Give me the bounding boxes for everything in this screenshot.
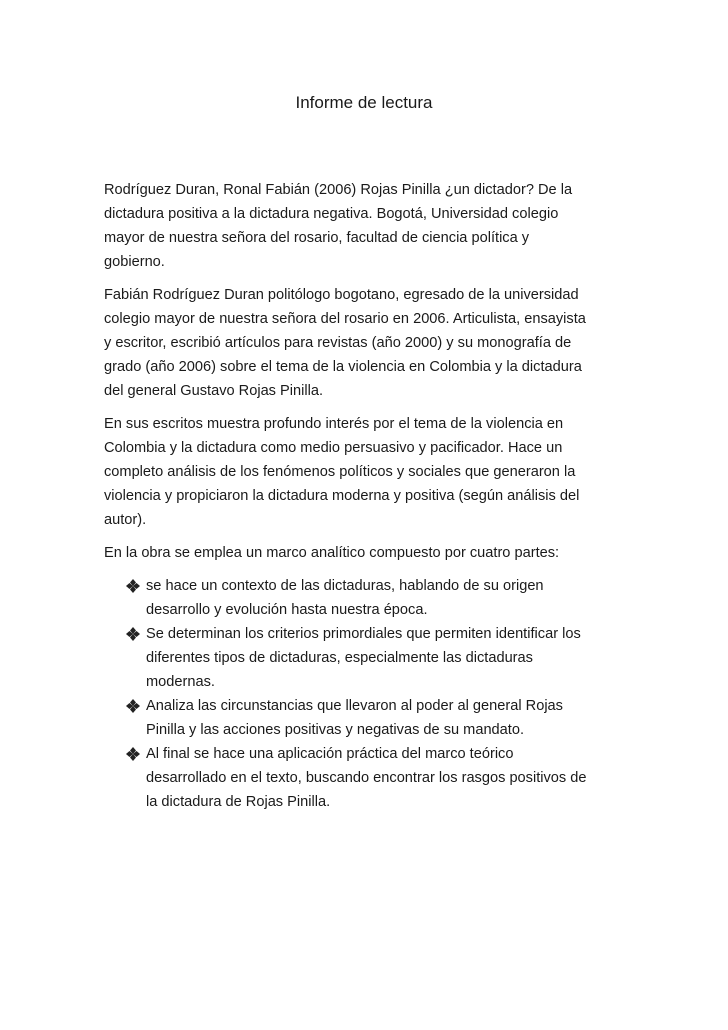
text-line: la dictadura de Rojas Pinilla. bbox=[146, 794, 331, 810]
text-line: mayor de nuestra señora del rosario, facultad de ciencia política y bbox=[104, 230, 530, 246]
paragraph-framework-intro bbox=[104, 541, 634, 565]
document-title: Informe de lectura bbox=[295, 93, 433, 112]
list-item bbox=[104, 622, 634, 694]
text-line: En sus escritos muestra profundo interés por el tema de la violencia en bbox=[104, 416, 564, 432]
list-item bbox=[104, 742, 634, 814]
text-line: dictadura positiva a la dictadura negativa. Bogotá, Universidad colegio bbox=[104, 206, 559, 222]
text-line: En la obra se emplea un marco analítico compuesto por cuatro partes: bbox=[104, 545, 560, 561]
diamond-bullet-icon bbox=[126, 699, 140, 713]
text-line: violencia y propiciaron la dictadura moderna y positiva (según análisis del bbox=[104, 488, 580, 504]
text-line: completo análisis de los fenómenos políticos y sociales que generaron la bbox=[104, 464, 576, 480]
paragraph-citation bbox=[104, 178, 634, 274]
text-line: Colombia y la dictadura como medio persuasivo y pacificador. Hace un bbox=[104, 440, 563, 456]
text-line: Fabián Rodríguez Duran politólogo bogotano, egresado de la universidad bbox=[104, 287, 579, 303]
text-line: Rodríguez Duran, Ronal Fabián (2006) Rojas Pinilla ¿un dictador? De la bbox=[104, 182, 573, 198]
text-line: Analiza las circunstancias que llevaron al poder al general Rojas bbox=[146, 698, 563, 714]
text-line: modernas. bbox=[146, 674, 215, 690]
list-item bbox=[104, 574, 634, 622]
text-line: Pinilla y las acciones positivas y negativas de su mandato. bbox=[146, 722, 525, 738]
paragraph-author-bio bbox=[104, 283, 634, 403]
text-line: grado (año 2006) sobre el tema de la violencia en Colombia y la dictadura bbox=[104, 359, 582, 375]
diamond-bullet-icon bbox=[126, 627, 140, 641]
diamond-bullet-icon bbox=[126, 747, 140, 761]
text-line: Al final se hace una aplicación práctica del marco teórico bbox=[146, 746, 514, 762]
text-line: del general Gustavo Rojas Pinilla. bbox=[104, 383, 324, 399]
text-line: y escritor, escribió artículos para revistas (año 2000) y su monografía de bbox=[104, 335, 572, 351]
list-item bbox=[104, 694, 634, 742]
document-body bbox=[104, 178, 634, 814]
framework-parts-list bbox=[104, 574, 634, 814]
text-line: Se determinan los criterios primordiales que permiten identificar los bbox=[146, 626, 581, 642]
text-line: desarrollo y evolución hasta nuestra época. bbox=[146, 602, 428, 618]
text-line: se hace un contexto de las dictaduras, hablando de su origen bbox=[146, 578, 544, 594]
text-line: desarrollado en el texto, buscando encontrar los rasgos positivos de bbox=[146, 770, 587, 786]
diamond-bullet-icon bbox=[126, 579, 140, 593]
text-line: gobierno. bbox=[104, 254, 165, 270]
paragraph-interests bbox=[104, 412, 634, 532]
text-line: diferentes tipos de dictaduras, especialmente las dictaduras bbox=[146, 650, 533, 666]
text-line: autor). bbox=[104, 512, 147, 528]
text-line: colegio mayor de nuestra señora del rosario en 2006. Articulista, ensayista bbox=[104, 311, 586, 327]
